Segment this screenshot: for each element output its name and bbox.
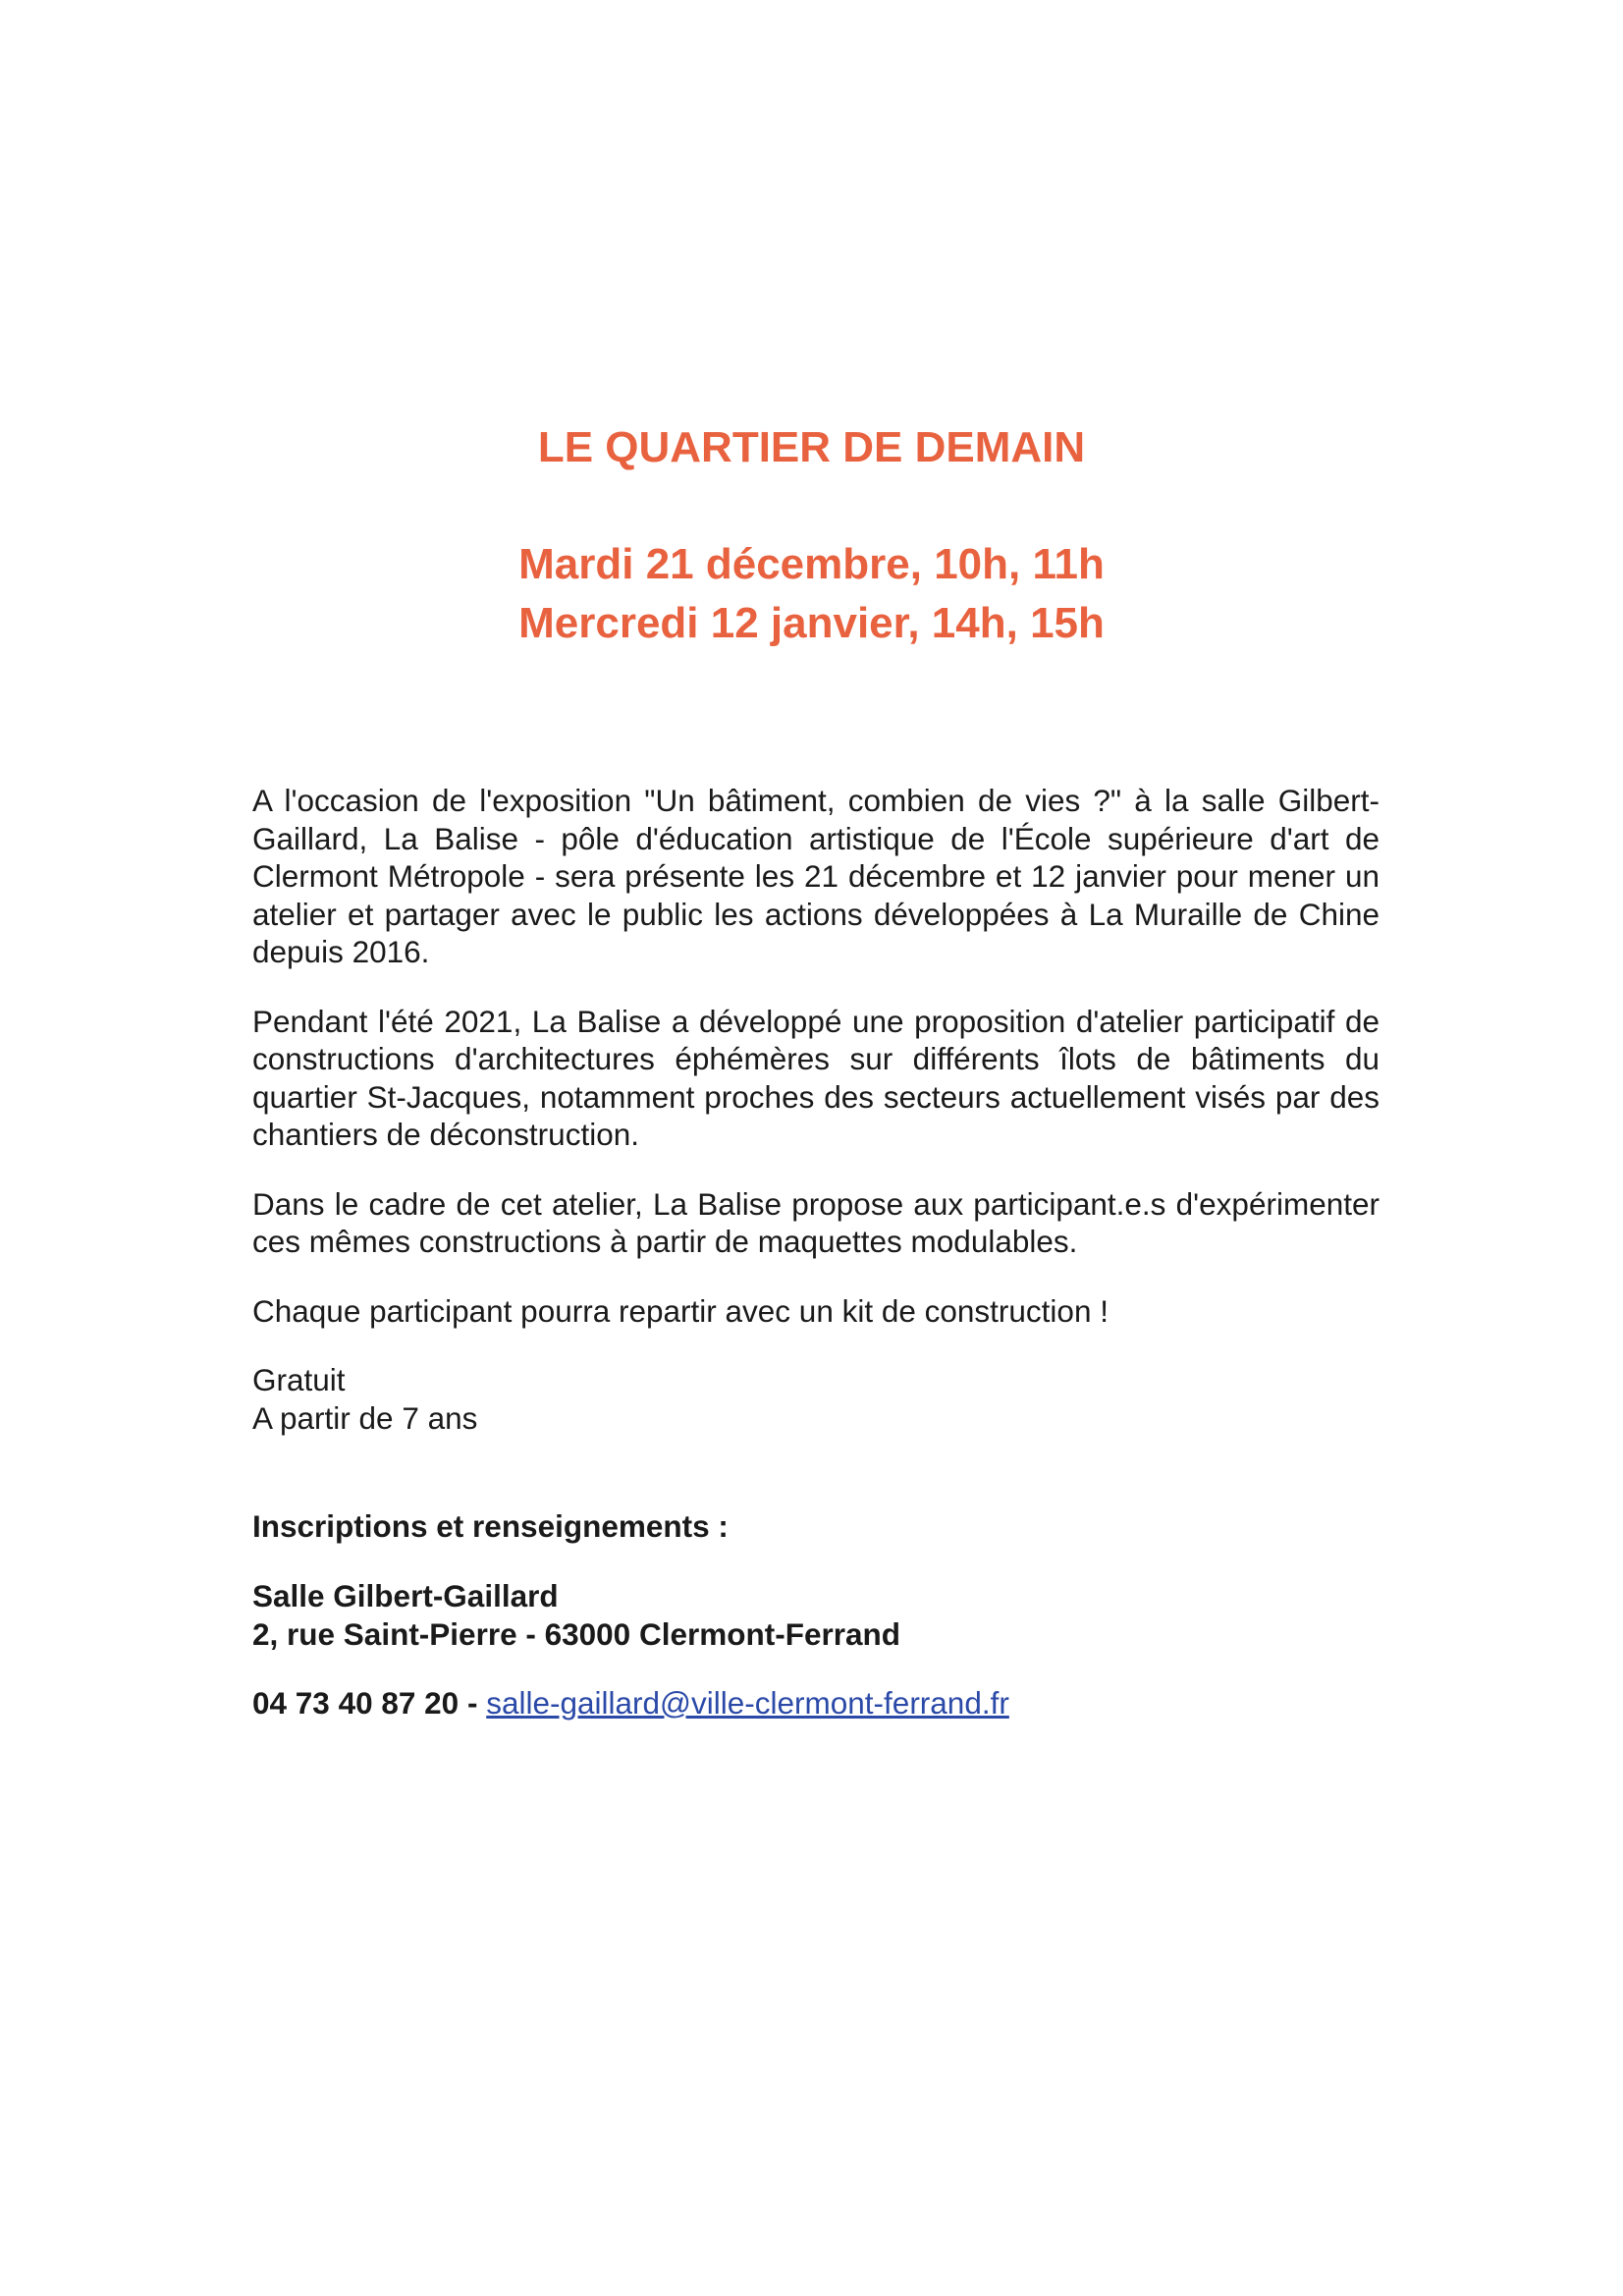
- venue-name: Salle Gilbert-Gaillard: [252, 1578, 559, 1613]
- contact-line: [252, 1684, 1380, 1722]
- paragraph-summer: Pendant l'été 2021, La Balise a développé une proposition d'atelier participatif de constructions d'architectures éphémères sur différents îlots de bâtiments du quartier St-Jacques, notamment proches des secteurs actuellement visés par des chantiers de déconstruction.: [252, 1003, 1380, 1152]
- age-info: A partir de 7 ans: [252, 1399, 478, 1436]
- paragraph-intro: A l'occasion de l'exposition "Un bâtiment, combien de vies ?" à la salle Gilbert-Gaillard, La Balise - pôle d'éducation artistique de l'École supérieure d'art de Clermont Métropole - sera présente les 21 décembre et 12 janvier pour mener un atelier et partager avec le public les actions développées à La Muraille de Chine depuis 2016.: [252, 783, 1380, 969]
- paragraph-workshop: Dans le cadre de cet atelier, La Balise propose aux participant.e.s d'expérimenter ces mêmes constructions à partir de maquettes modulables.: [252, 1185, 1380, 1259]
- event-date-2: Mercredi 12 janvier, 14h, 15h: [518, 599, 1105, 647]
- event-dates: [0, 535, 1623, 653]
- venue-address: 2, rue Saint-Pierre - 63000 Clermont-Ferrand: [252, 1615, 900, 1652]
- contact-phone: 04 73 40 87 20 -: [252, 1685, 478, 1721]
- event-date-1: Mardi 21 décembre, 10h, 11h: [518, 540, 1105, 588]
- venue-block: [252, 1577, 1380, 1653]
- page-title: LE QUARTIER DE DEMAIN: [537, 423, 1086, 471]
- description: [252, 782, 1380, 1437]
- price-info: Gratuit: [252, 1362, 346, 1397]
- contact-email-link[interactable]: salle-gaillard@ville-clermont-ferrand.fr: [486, 1685, 1009, 1721]
- paragraph-kit: Chaque participant pourra repartir avec un kit de construction !: [252, 1292, 1109, 1329]
- inscriptions-heading: Inscriptions et renseignements :: [252, 1508, 729, 1544]
